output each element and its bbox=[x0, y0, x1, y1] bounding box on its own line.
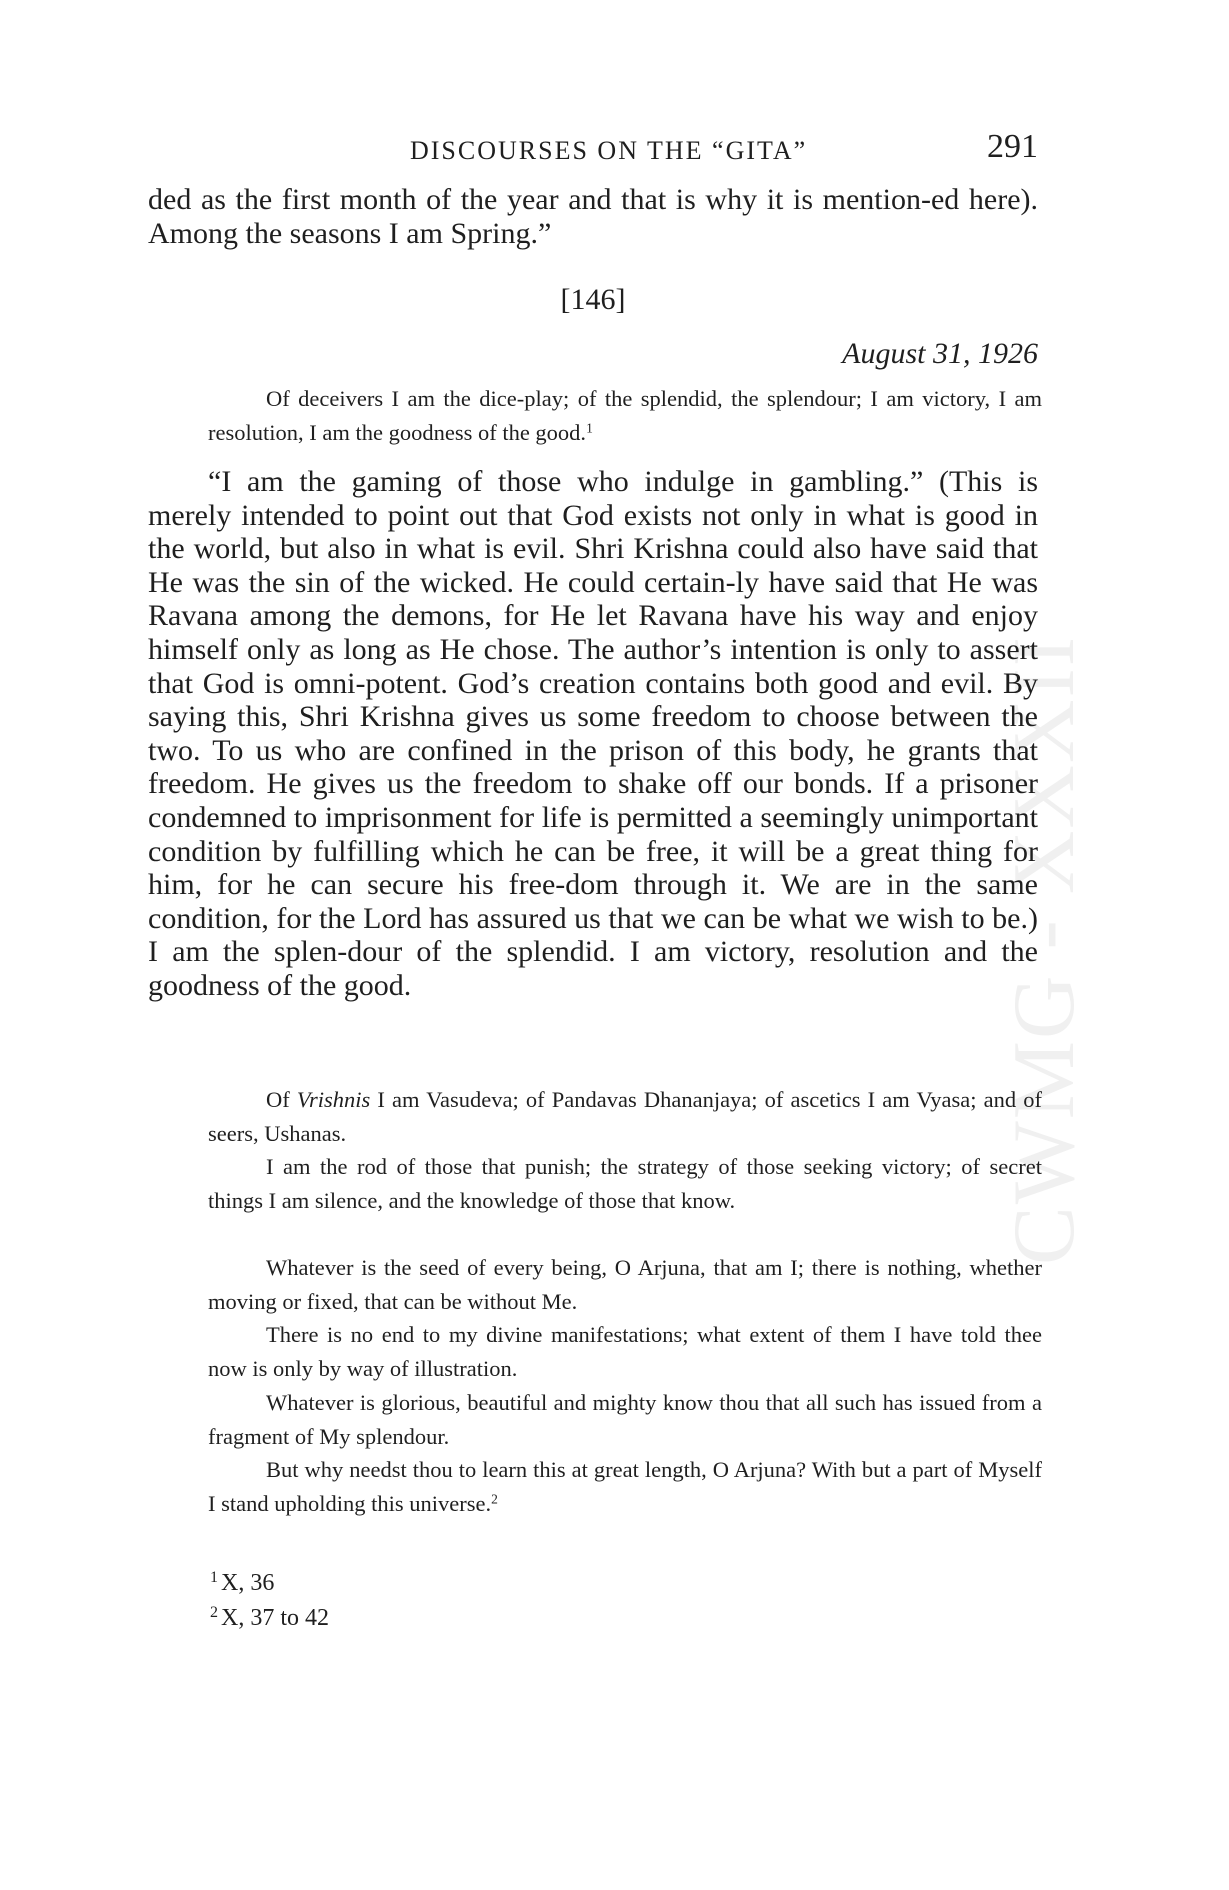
verse-1 bbox=[208, 382, 1042, 449]
verse-2-italic: Vrishnis bbox=[296, 1087, 371, 1112]
verse-1-text: Of deceivers I am the dice-play; of the splendid, the splendour; I am victory, I am resolution, I am the goodness of the good. bbox=[208, 386, 1042, 445]
commentary-paragraph: “I am the gaming of those who indulge in gambling.” (This is merely intended to point out that God exists not only in what is good in the world, but also in what is evil. Shri Krishna could also have said that He was the sin of the wicked. He could certain-ly have said that He was Ravana among the demons, for He let Ravana have his way and enjoy himself only as long as He chose. The author’s intention is only to assert that God is omni-potent. God’s creation contains both good and evil. By saying this, Shri Krishna gives us some freedom to choose between the two. To us who are confined in the prison of this body, he grants that freedom. He gives us the freedom to shake off our bonds. If a prisoner condemned to imprisonment for life is permitted a seemingly unimportant condition by fulfilling which he can be free, it will be a great thing for him, for he can secure his free-dom through it. We are in the same condition, for the Lord has assured us that we can be what we wish to be.) I am the splen-dour of the splendid. I am victory, resolution and the goodness of the good. bbox=[148, 465, 1038, 1002]
verse-3: I am the rod of those that punish; the strategy of those seeking victory; of secret things I am silence, and the knowledge of those that know. bbox=[208, 1154, 1042, 1213]
footnote-2-text: X, 37 to 42 bbox=[221, 1605, 329, 1631]
section-date: August 31, 1926 bbox=[842, 337, 1038, 370]
footnote-ref-2[interactable]: 2 bbox=[491, 1491, 498, 1507]
page-number: 291 bbox=[987, 128, 1038, 165]
section-number: [146] bbox=[560, 283, 626, 316]
running-head bbox=[148, 128, 1038, 168]
footnote-2-marker: 2 bbox=[210, 1604, 218, 1621]
footnote-1-marker: 1 bbox=[210, 1569, 218, 1586]
running-title: DISCOURSES ON THE “GITA” bbox=[410, 136, 808, 165]
footnote-ref-1[interactable]: 1 bbox=[586, 420, 593, 436]
footnote-1-text: X, 36 bbox=[221, 1570, 275, 1596]
opening-paragraph: ded as the first month of the year and that is why it is mention-ed here). Among the seasons I am Spring.” bbox=[148, 183, 1038, 250]
watermark: CWMG - XXXII bbox=[996, 634, 1093, 1266]
verse-2-rest: I am Vasudeva; of Pandavas Dhananjaya; of ascetics I am Vyasa; and of seers, Ushanas. bbox=[208, 1087, 1042, 1146]
verse-2-lead: Of bbox=[266, 1087, 290, 1112]
verse-2 bbox=[208, 1083, 1042, 1150]
footnote-1 bbox=[210, 1563, 329, 1598]
verse-4: Whatever is the seed of every being, O Arjuna, that am I; there is nothing, whether moving or fixed, that can be without Me. bbox=[208, 1255, 1042, 1314]
verse-7 bbox=[208, 1453, 1042, 1520]
verse-5: There is no end to my divine manifestations; what extent of them I have told thee now is only by way of illustration. bbox=[208, 1322, 1042, 1381]
footnotes bbox=[210, 1563, 329, 1633]
verse-7-text: But why needst thou to learn this at great length, O Arjuna? With but a part of Myself I stand upholding this universe. bbox=[208, 1457, 1042, 1516]
verse-6: Whatever is glorious, beautiful and mighty know thou that all such has issued from a fragment of My splendour. bbox=[208, 1390, 1042, 1449]
footnote-2 bbox=[210, 1598, 329, 1633]
